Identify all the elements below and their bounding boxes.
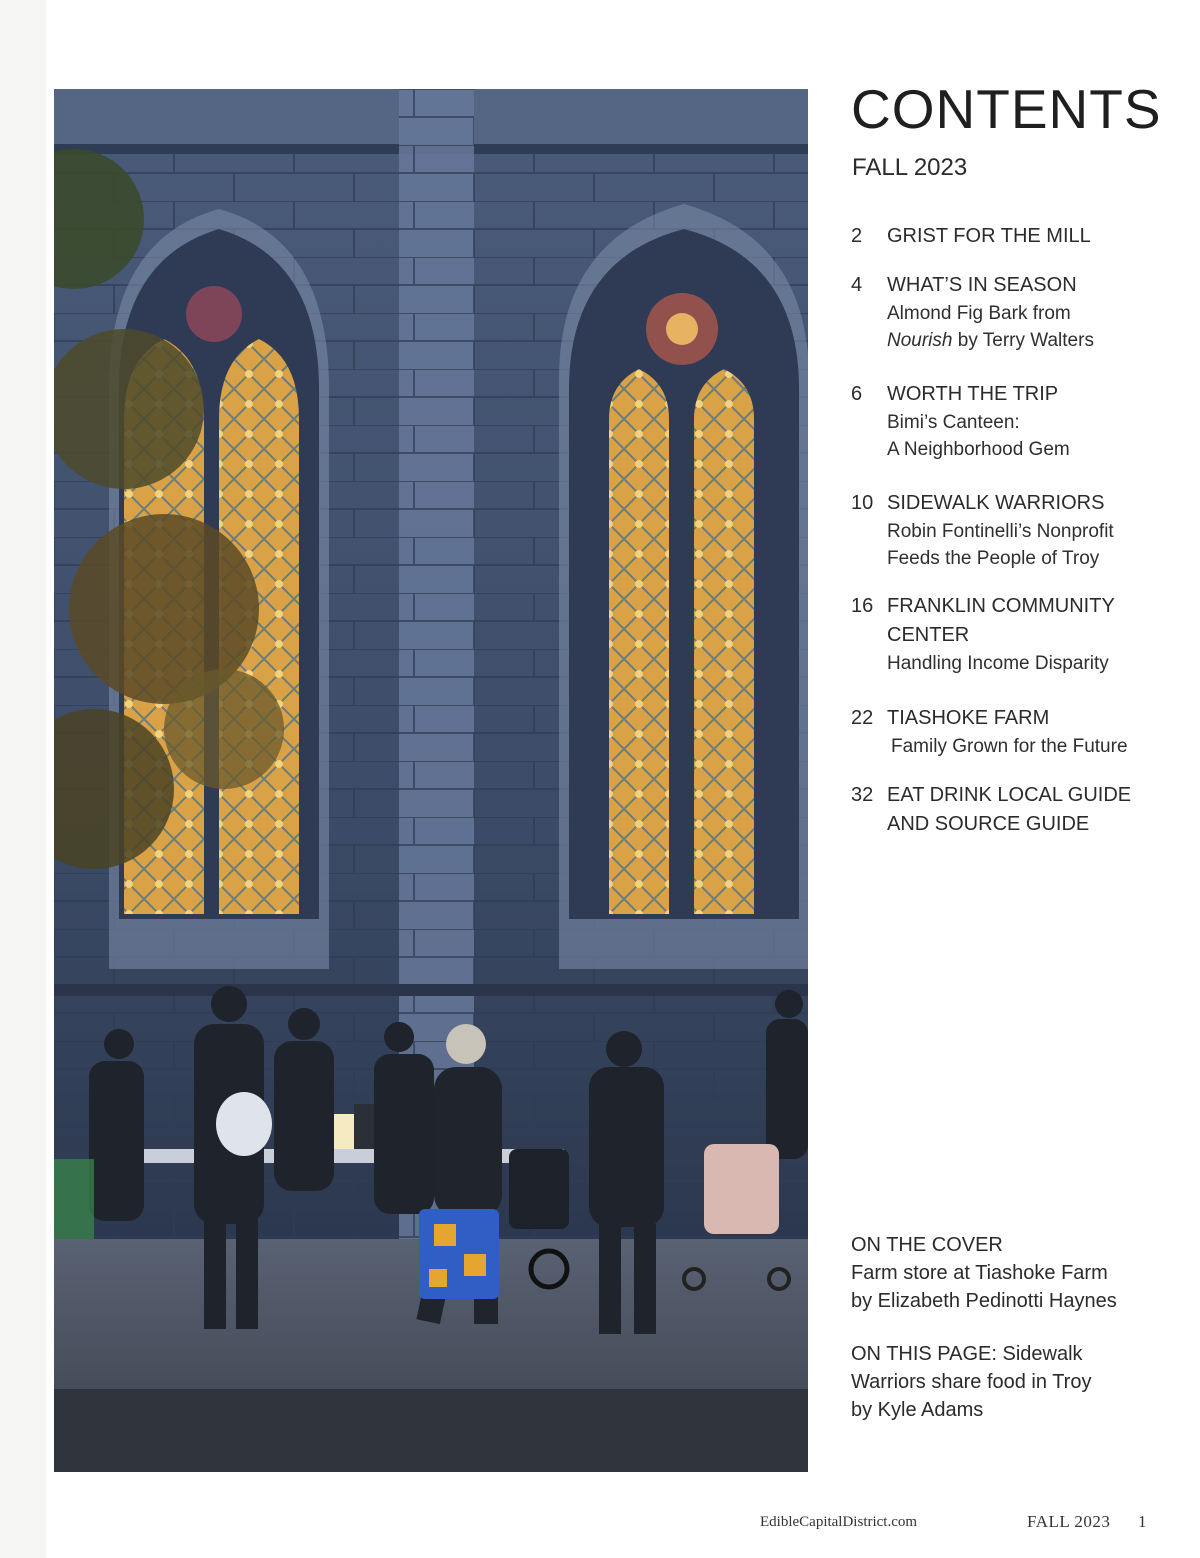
cover-credit bbox=[851, 1231, 1171, 1315]
toc-page-number: 10 bbox=[851, 492, 874, 514]
toc-headline: EAT DRINK LOCAL GUIDE AND SOURCE GUIDE bbox=[887, 784, 1132, 835]
toc-item[interactable] bbox=[851, 380, 1171, 463]
issue-label: FALL 2023 bbox=[852, 154, 968, 181]
book-author: by Terry Walters bbox=[952, 330, 1094, 351]
toc-item[interactable] bbox=[851, 271, 1171, 354]
toc-page-number: 2 bbox=[851, 225, 863, 247]
toc-subtitle: Almond Fig Bark from bbox=[887, 303, 1071, 324]
toc-page-number: 4 bbox=[851, 274, 863, 296]
page-title: CONTENTS bbox=[851, 78, 1162, 140]
cover-photo bbox=[54, 89, 808, 1472]
cover-credit-line: by Elizabeth Pedinotti Haynes bbox=[851, 1290, 1117, 1312]
toc-subtitle: Robin Fontinelli’s Nonprofit bbox=[887, 521, 1114, 542]
toc-item[interactable] bbox=[851, 489, 1171, 572]
church-sidewalk-illustration bbox=[54, 89, 808, 1472]
cover-credit-line: Farm store at Tiashoke Farm bbox=[851, 1262, 1108, 1284]
toc-item[interactable] bbox=[851, 592, 1171, 677]
page-credit-line: Warriors share food in Troy bbox=[851, 1371, 1092, 1393]
toc-headline: TIASHOKE FARM bbox=[887, 707, 1050, 729]
footer-page-number: 1 bbox=[1138, 1512, 1147, 1531]
page-credit-line: ON THIS PAGE: Sidewalk bbox=[851, 1343, 1083, 1365]
toc-subtitle: A Neighborhood Gem bbox=[887, 439, 1070, 460]
toc-headline: WORTH THE TRIP bbox=[887, 383, 1059, 405]
toc-subtitle: Family Grown for the Future bbox=[891, 736, 1128, 757]
footer-website: EdibleCapitalDistrict.com bbox=[760, 1514, 918, 1530]
toc-headline: GRIST FOR THE MILL bbox=[887, 225, 1091, 247]
toc-item[interactable] bbox=[851, 781, 1171, 839]
toc-headline: FRANKLIN COMMUNITY CENTER bbox=[887, 595, 1115, 646]
cover-credit-heading: ON THE COVER bbox=[851, 1234, 1003, 1256]
toc-subtitle: Feeds the People of Troy bbox=[887, 548, 1100, 569]
toc-subtitle: Handling Income Disparity bbox=[887, 653, 1109, 674]
toc-item[interactable] bbox=[851, 222, 1171, 251]
toc-page-number: 22 bbox=[851, 707, 874, 729]
toc-page-number: 6 bbox=[851, 383, 863, 405]
toc-item[interactable] bbox=[851, 704, 1171, 760]
toc-headline: SIDEWALK WARRIORS bbox=[887, 492, 1105, 514]
toc-page-number: 32 bbox=[851, 784, 874, 806]
page-margin-strip bbox=[0, 0, 46, 1558]
footer-issue: FALL 2023 bbox=[1027, 1512, 1111, 1531]
toc-page-number: 16 bbox=[851, 595, 874, 617]
toc-subtitle bbox=[887, 327, 1171, 354]
toc-subtitle: Bimi’s Canteen: bbox=[887, 412, 1020, 433]
page-photo-credit bbox=[851, 1340, 1171, 1424]
toc-headline: WHAT’S IN SEASON bbox=[887, 274, 1077, 296]
page-credit-line: by Kyle Adams bbox=[851, 1399, 984, 1421]
book-title: Nourish bbox=[887, 330, 953, 351]
